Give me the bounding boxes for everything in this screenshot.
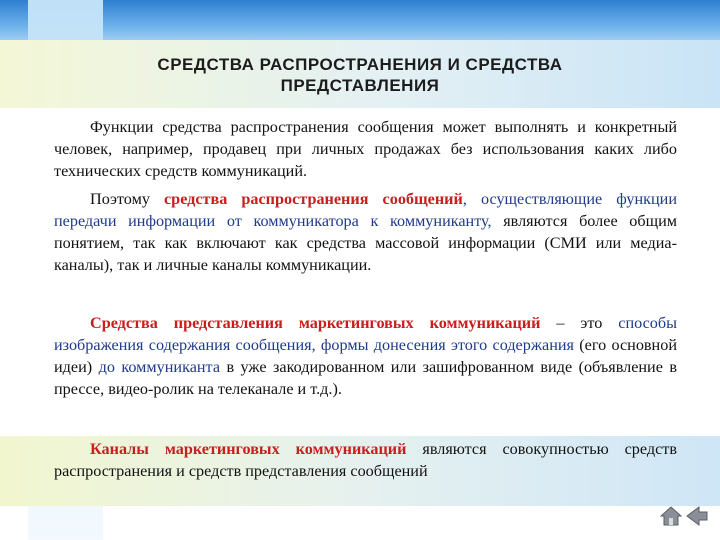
term-distribution-means: средства распространения сообщений bbox=[164, 190, 463, 208]
paragraph-1 bbox=[54, 116, 677, 182]
paragraph-3-mid: (его основной идеи) bbox=[54, 336, 677, 376]
paragraph-3-dash: – это bbox=[540, 314, 619, 332]
paragraph-3 bbox=[54, 312, 677, 400]
distribution-definition: , осуществляющие функции передачи информации от коммуникатора к коммуниканту, bbox=[54, 190, 677, 230]
to-recipient: до коммуниканта bbox=[98, 358, 221, 376]
paragraph-3-rest: в уже закодированном или зашифрованном виде (объявление в прессе, видео-ролик на телеканале и т.д.). bbox=[54, 358, 677, 398]
title-line-2: ПРЕДСТАВЛЕНИЯ bbox=[280, 76, 440, 95]
term-marketing-channels: Каналы маркетинговых коммуникаций bbox=[90, 440, 407, 458]
paragraph-2 bbox=[54, 188, 677, 276]
page-title bbox=[60, 54, 660, 96]
presentation-definition: способы изображения содержания сообщения, формы донесения этого содержания bbox=[54, 314, 678, 354]
term-presentation-means: Средства представления маркетинговых коммуникаций bbox=[90, 314, 541, 332]
title-line-1: СРЕДСТВА РАСПРОСТРАНЕНИЯ И СРЕДСТВА bbox=[157, 55, 563, 74]
paragraph-2-lead: Поэтому bbox=[90, 190, 164, 208]
home-icon[interactable] bbox=[660, 505, 682, 527]
paragraph-4-rest: являются совокупностью средств распространения и средств представления сообщений bbox=[54, 440, 677, 480]
paragraph-2-rest: являются более общим понятием, так как включают как средства массовой информации (СМИ или медиа-каналы), так и личные каналы коммуникации. bbox=[54, 212, 677, 274]
paragraph-4 bbox=[54, 438, 677, 482]
paragraph-1-text: Функции средства распространения сообщения может выполнять и конкретный человек, например, продавец при личных продажах без использования каких либо технических средств коммуникаций. bbox=[54, 118, 677, 180]
back-arrow-icon[interactable] bbox=[686, 505, 708, 527]
